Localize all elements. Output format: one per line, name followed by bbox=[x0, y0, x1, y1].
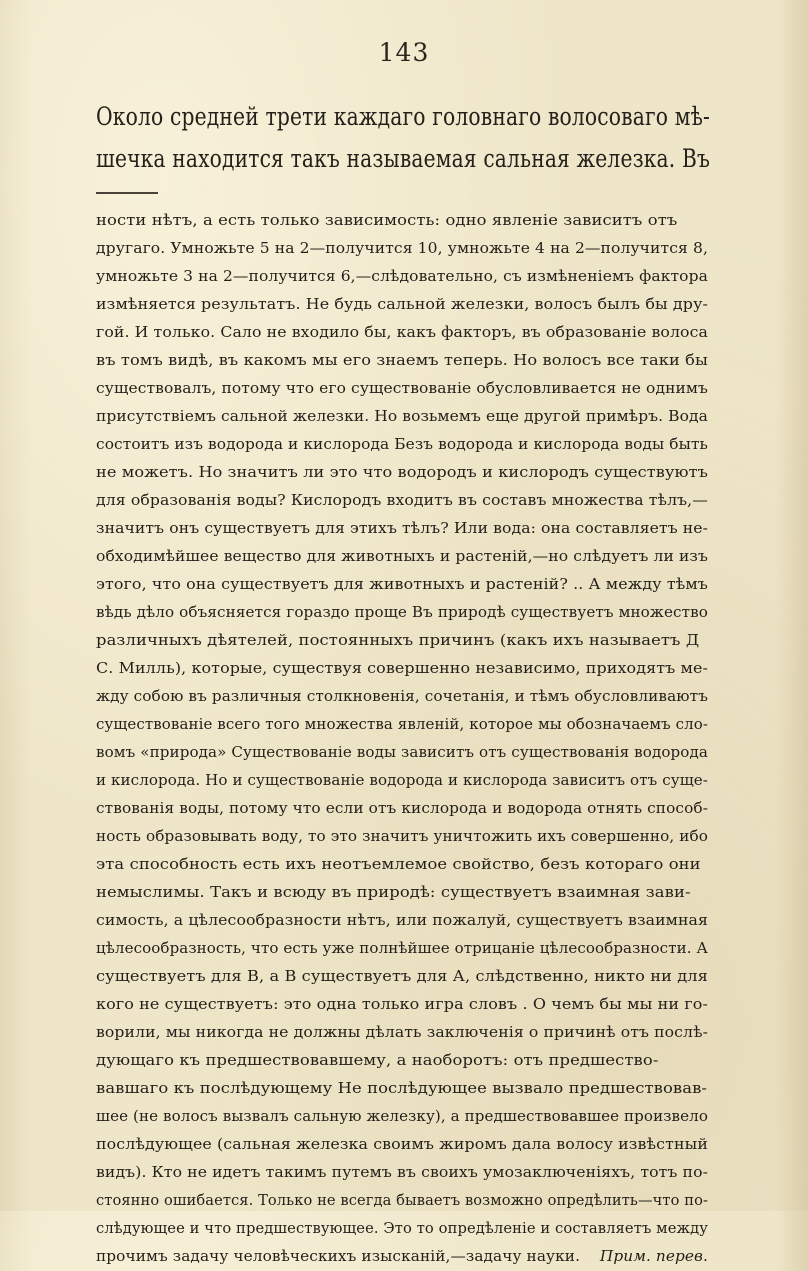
footnote-line: симость, а цѣлесообразности нѣтъ, или пожалуй, существуетъ взаимная bbox=[96, 912, 708, 929]
footnote-line: слѣдующее и что предшествующее. Это то опредѣленіе и составляетъ между bbox=[96, 1220, 708, 1237]
footnote-line: ствованія воды, потому что если отъ кислорода и водорода отнять способ- bbox=[96, 800, 708, 817]
footnote-line: кого не существуетъ: это одна только игра словъ . О чемъ бы мы ни го- bbox=[96, 996, 708, 1013]
footnote-line: умножьте 3 на 2—получится 6,—слѣдовательно, съ измѣненіемъ фактора bbox=[96, 268, 708, 285]
footnote-line: существовалъ, потому что его существованіе обусловливается не однимъ bbox=[96, 380, 708, 397]
footnote-last-line bbox=[96, 1243, 745, 1271]
footnote-line: ворили, мы никогда не должны дѣлать заключенія о причинѣ отъ послѣ- bbox=[96, 1024, 709, 1041]
footnote-last-text: прочимъ задачу человѣческихъ изысканій,—задачу науки. bbox=[96, 1248, 581, 1265]
footnote-line: значитъ онъ существуетъ для этихъ тѣлъ? Или вода: она составляетъ не- bbox=[96, 520, 708, 537]
footnote-line: цѣлесообразность, что есть уже полнѣйшее отрицаніе цѣлесообразности. А bbox=[96, 940, 708, 957]
translator-note-signature: Прим. перев. bbox=[599, 1248, 708, 1265]
footnote-line: этого, что она существуетъ для животныхъ и растеній? .. А между тѣмъ bbox=[96, 576, 708, 593]
footnote-separator bbox=[96, 192, 158, 194]
footnote-line: въ томъ видѣ, въ какомъ мы его знаемъ теперь. Но волосъ все таки бы bbox=[96, 352, 708, 369]
footnote-line: эта способность есть ихъ неотъемлемое свойство, безъ котораго они bbox=[96, 856, 701, 873]
footnote-gap bbox=[580, 1248, 600, 1265]
footnote-line: ность образовывать воду, то это значитъ уничтожить ихъ совершенно, ибо bbox=[96, 828, 709, 845]
main-text-line: шечка находится такъ называемая сальная железка. Въ bbox=[96, 144, 710, 174]
footnote-line: немыслимы. Такъ и всюду въ природѣ: существуетъ взаимная зави- bbox=[96, 884, 691, 901]
page-number: 143 bbox=[378, 38, 430, 67]
footnote-line: гой. И только. Сало не входило бы, какъ факторъ, въ образованіе волоса bbox=[96, 324, 708, 341]
footnote-line: С. Милль), которые, существуя совершенно независимо, приходятъ ме- bbox=[96, 660, 708, 677]
footnote-line: послѣдующее (сальная железка своимъ жиромъ дала волосу извѣстный bbox=[96, 1136, 708, 1153]
footnote-line: существованіе всего того множества явленій, которое мы обозначаемъ сло- bbox=[96, 716, 708, 733]
footnote-line: вавшаго къ послѣдующему Не послѣдующее вызвало предшествовав- bbox=[96, 1080, 708, 1097]
footnote-line: другаго. Умножьте 5 на 2—получится 10, умножьте 4 на 2—получится 8, bbox=[96, 240, 708, 257]
footnote-line: видъ). Кто не идетъ такимъ путемъ въ своихъ умозаключеніяхъ, тотъ по- bbox=[96, 1164, 708, 1181]
footnote-line: и кислорода. Но и существованіе водорода и кислорода зависитъ отъ суще- bbox=[96, 772, 708, 789]
footnote-line: присутствіемъ сальной железки. Но возьмемъ еще другой примѣръ. Вода bbox=[96, 408, 708, 425]
footnote-line: дующаго къ предшествовавшему, а наоборотъ: отъ предшество- bbox=[96, 1052, 659, 1069]
footnote-line: ности нѣтъ, а есть только зависимость: одно явленіе зависитъ отъ bbox=[96, 212, 678, 229]
footnote-line: жду собою въ различныя столкновенія, сочетанія, и тѣмъ обусловливаютъ bbox=[96, 688, 709, 705]
footnote bbox=[96, 207, 716, 1271]
main-text bbox=[96, 96, 716, 180]
footnote-line: для образованія воды? Кислородъ входитъ въ составъ множества тѣлъ,— bbox=[96, 492, 708, 509]
footnote-line: не можетъ. Но значитъ ли это что водородъ и кислородъ существуютъ bbox=[96, 464, 708, 481]
footnote-line: вомъ «природа» Существованіе воды зависитъ отъ существованія водорода bbox=[96, 744, 708, 761]
footnote-line: состоитъ изъ водорода и кислорода Безъ водорода и кислорода воды быть bbox=[96, 436, 708, 453]
footnote-line: шее (не волосъ вызвалъ сальную железку), а предшествовавшее произвело bbox=[96, 1108, 708, 1125]
footnote-line: стоянно ошибается. Только не всегда бываетъ возможно опредѣлить—что по- bbox=[96, 1192, 709, 1209]
footnote-line: обходимѣйшее вещество для животныхъ и растеній,—но слѣдуетъ ли изъ bbox=[96, 548, 708, 565]
footnote-line: вѣдь дѣло объясняется гораздо проще Въ природѣ существуетъ множество bbox=[96, 604, 708, 621]
footnote-line: измѣняется результатъ. Не будь сальной железки, волосъ былъ бы дру- bbox=[96, 296, 708, 313]
footnote-line: существуетъ для В, а В существуетъ для А, слѣдственно, никто ни для bbox=[96, 968, 708, 985]
main-text-line: Около средней трети каждаго головнаго волосоваго мѣ- bbox=[96, 102, 710, 132]
footnote-line: различныхъ дѣятелей, постоянныхъ причинъ (какъ ихъ называетъ Д bbox=[96, 632, 700, 649]
